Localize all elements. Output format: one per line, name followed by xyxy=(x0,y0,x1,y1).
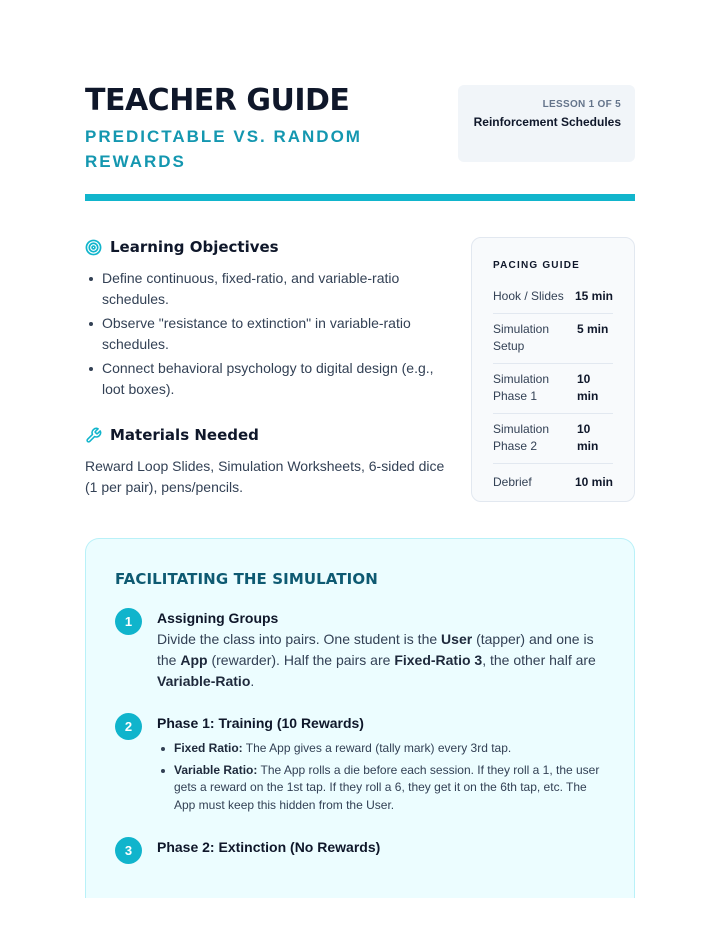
pacing-row xyxy=(493,414,613,464)
list-item xyxy=(157,740,610,758)
step-1 xyxy=(115,608,610,692)
pacing-row xyxy=(493,314,613,364)
materials-text: Reward Loop Slides, Simulation Worksheets, 6-sided dice (1 per pair), pens/pencils. xyxy=(85,458,445,495)
step-text-bold: App xyxy=(180,652,208,668)
step-text-part: Divide the class into pairs. One student is the xyxy=(157,631,442,647)
bullet-label: Variable Ratio: xyxy=(174,762,258,777)
step-body xyxy=(157,608,610,692)
pacing-guide xyxy=(471,237,635,502)
lesson-number: LESSON 1 OF 5 xyxy=(542,99,621,110)
bullet-label: Fixed Ratio: xyxy=(174,741,243,755)
pacing-time: 5 min xyxy=(577,322,609,336)
step-number-badge: 3 xyxy=(115,837,142,864)
step-text-part: . xyxy=(250,673,255,689)
objectives-list xyxy=(85,268,455,403)
materials-heading xyxy=(85,426,259,444)
pacing-row xyxy=(493,464,613,499)
pacing-time: 10 min xyxy=(577,372,599,403)
list-item: Connect behavioral psychology to digital design (e.g., loot boxes). xyxy=(85,358,455,400)
list-item: Observe "resistance to extinction" in variable-ratio schedules. xyxy=(85,313,455,355)
step-2 xyxy=(115,713,610,818)
step-text-part: , the other half are xyxy=(482,652,596,668)
step-text-bold: Variable-Ratio xyxy=(157,673,251,689)
header xyxy=(85,84,635,194)
step-body xyxy=(157,713,610,814)
pacing-time: 15 min xyxy=(574,289,613,303)
step-3 xyxy=(115,837,610,857)
pacing-time: 10 min xyxy=(577,422,599,453)
pacing-step: Simulation Phase 2 xyxy=(493,422,550,453)
step-text-bold: User xyxy=(441,631,473,647)
step-bullets xyxy=(157,740,610,814)
list-item: Define continuous, fixed-ratio, and variable-ratio schedules. xyxy=(85,268,455,310)
lesson-name: Reinforcement Schedules xyxy=(473,115,621,129)
lesson-badge xyxy=(458,85,635,162)
pacing-step: Simulation Setup xyxy=(493,322,550,353)
bullet-text: The App rolls a die before each session. If they roll a 1, the user gets a reward on the 1st tap. If they roll a 6, they get it on the 6th tap, etc. The App must keep this hidden from the User. xyxy=(174,762,600,812)
step-title: Phase 2: Extinction (No Rewards) xyxy=(157,839,381,855)
pacing-step: Debrief xyxy=(493,475,532,489)
facilitation-panel xyxy=(85,538,635,898)
objectives-heading-label: Learning Objectives xyxy=(110,238,279,256)
materials-heading-label: Materials Needed xyxy=(110,426,259,444)
pacing-time: 10 min xyxy=(574,475,613,489)
step-number-badge: 1 xyxy=(115,608,142,635)
list-item xyxy=(157,762,610,815)
objectives-heading xyxy=(85,238,279,256)
pacing-step: Hook / Slides xyxy=(493,289,564,303)
page-title: TEACHER GUIDE xyxy=(85,83,350,118)
pacing-guide-title: PACING GUIDE xyxy=(493,260,580,271)
header-divider xyxy=(85,194,635,201)
facilitation-title: FACILITATING THE SIMULATION xyxy=(115,570,378,588)
pacing-step: Simulation Phase 1 xyxy=(493,372,550,403)
step-text-bold: Fixed-Ratio 3 xyxy=(394,652,483,668)
page-subtitle: PREDICTABLE VS. RANDOM REWARDS xyxy=(85,127,362,171)
step-text xyxy=(157,629,610,692)
step-body xyxy=(157,837,610,857)
step-text-part: (tapper) and one is the xyxy=(157,631,594,668)
step-text-part: (rewarder). Half the pairs are xyxy=(207,652,395,668)
pacing-row xyxy=(493,364,613,414)
wrench-icon xyxy=(85,427,102,444)
bullet-text: The App gives a reward (tally mark) every 3rd tap. xyxy=(242,741,512,755)
step-title: Assigning Groups xyxy=(157,610,279,626)
step-number-badge: 2 xyxy=(115,713,142,740)
target-icon xyxy=(85,239,102,256)
pacing-row xyxy=(493,281,613,314)
step-title: Phase 1: Training (10 Rewards) xyxy=(157,715,364,731)
